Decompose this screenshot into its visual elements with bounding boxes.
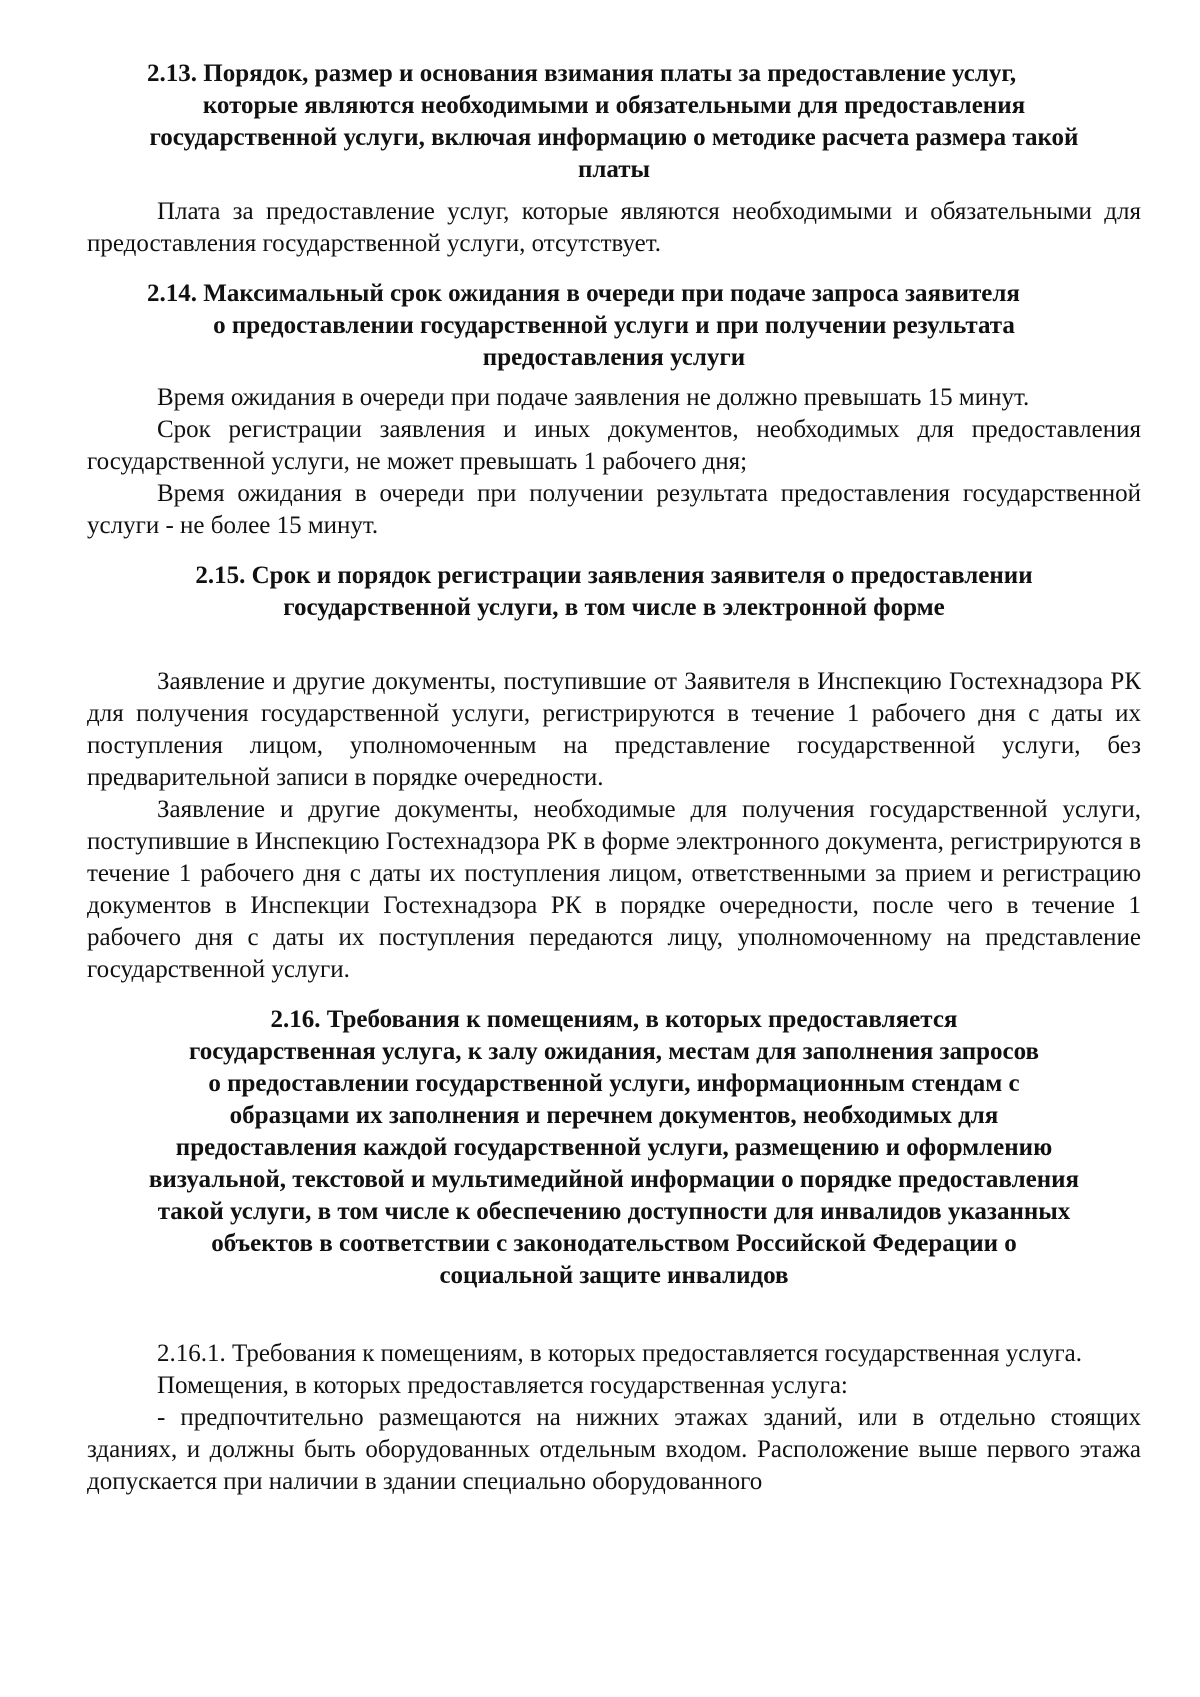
section-heading-2-14 [87,278,1141,374]
heading-line: объектов в соответствии с законодательством Российской Федерации о [211,1230,1017,1257]
heading-line: о предоставлении государственной услуги и при получении результата [213,312,1015,339]
paragraph: Время ожидания в очереди при получении результата предоставления государственной услуги - не более 15 минут. [87,480,1141,539]
paragraph: 2.16.1. Требования к помещениям, в которых предоставляется государственная услуга. [157,1340,1082,1367]
heading-line: такой услуги, в том числе к обеспечению доступности для инвалидов указанных [157,1198,1071,1225]
section-heading-2-16 [87,1004,1141,1292]
heading-line: государственная услуга, к залу ожидания, местам для заполнения запросов [188,1038,1040,1065]
heading-line: предоставления каждой государственной услуги, размещению и оформлению [175,1134,1053,1161]
heading-line: государственной услуги, включая информацию о методике расчета размера такой [149,124,1079,151]
document-page [87,58,1141,1498]
paragraph: - предпочтительно размещаются на нижних этажах зданий, или в отдельно стоящих зданиях, и должны быть оборудованных отдельным входом. Расположение выше первого этажа допускается при наличии в здании специально оборудованного [87,1404,1141,1495]
heading-line: 2.15. Срок и порядок регистрации заявления заявителя о предоставлении [195,562,1033,589]
section-heading-2-13-cont [87,90,1141,186]
heading-line: предоставления услуги [482,344,746,371]
heading-line: социальной защите инвалидов [439,1262,789,1289]
paragraph: Время ожидания в очереди при подаче заявления не должно превышать 15 минут. [157,384,1030,411]
heading-line: 2.14. Максимальный срок ожидания в очереди при подаче запроса заявителя [147,280,1020,307]
section-heading-2-13 [87,58,1141,90]
heading-line: визуальной, текстовой и мультимедийной информации о порядке предоставления [148,1166,1080,1193]
heading-line: платы [577,156,651,183]
paragraph: Помещения, в которых предоставляется государственная услуга: [157,1372,848,1399]
heading-line: государственной услуги, в том числе в электронной форме [283,594,945,621]
paragraph: Заявление и другие документы, поступившие от Заявителя в Инспекцию Гостехнадзора РК для получения государственной услуги, регистрируются в течение 1 рабочего дня с даты их поступления лицом, уполномоченным на представление государственной услуги, без предварительной записи в порядке очередности. [87,668,1141,791]
paragraph: Заявление и другие документы, необходимые для получения государственной услуги, поступившие в Инспекцию Гостехнадзора РК в форме электронного документа, регистрируются в течение 1 рабочего дня с даты их поступления лицом, ответственными за прием и регистрацию документов в Инспекции Гостехнадзора РК в порядке очередности, после чего в течение 1 рабочего дня с даты их поступления передаются лицу, уполномоченному на представление государственной услуги. [87,796,1141,983]
heading-line: образцами их заполнения и перечнем документов, необходимых для [229,1102,999,1129]
section-heading-2-15 [87,560,1141,624]
heading-line: 2.13. Порядок, размер и основания взимания платы за предоставление услуг, [147,60,1017,87]
heading-line: 2.16. Требования к помещениям, в которых предоставляется [270,1006,958,1033]
paragraph: Срок регистрации заявления и иных документов, необходимых для предоставления государственной услуги, не может превышать 1 рабочего дня; [87,416,1141,475]
paragraph: Плата за предоставление услуг, которые являются необходимыми и обязательными для предоставления государственной услуги, отсутствует. [87,198,1141,257]
heading-line: которые являются необходимыми и обязательными для предоставления [202,92,1026,119]
heading-line: о предоставлении государственной услуги, информационным стендам с [208,1070,1020,1097]
